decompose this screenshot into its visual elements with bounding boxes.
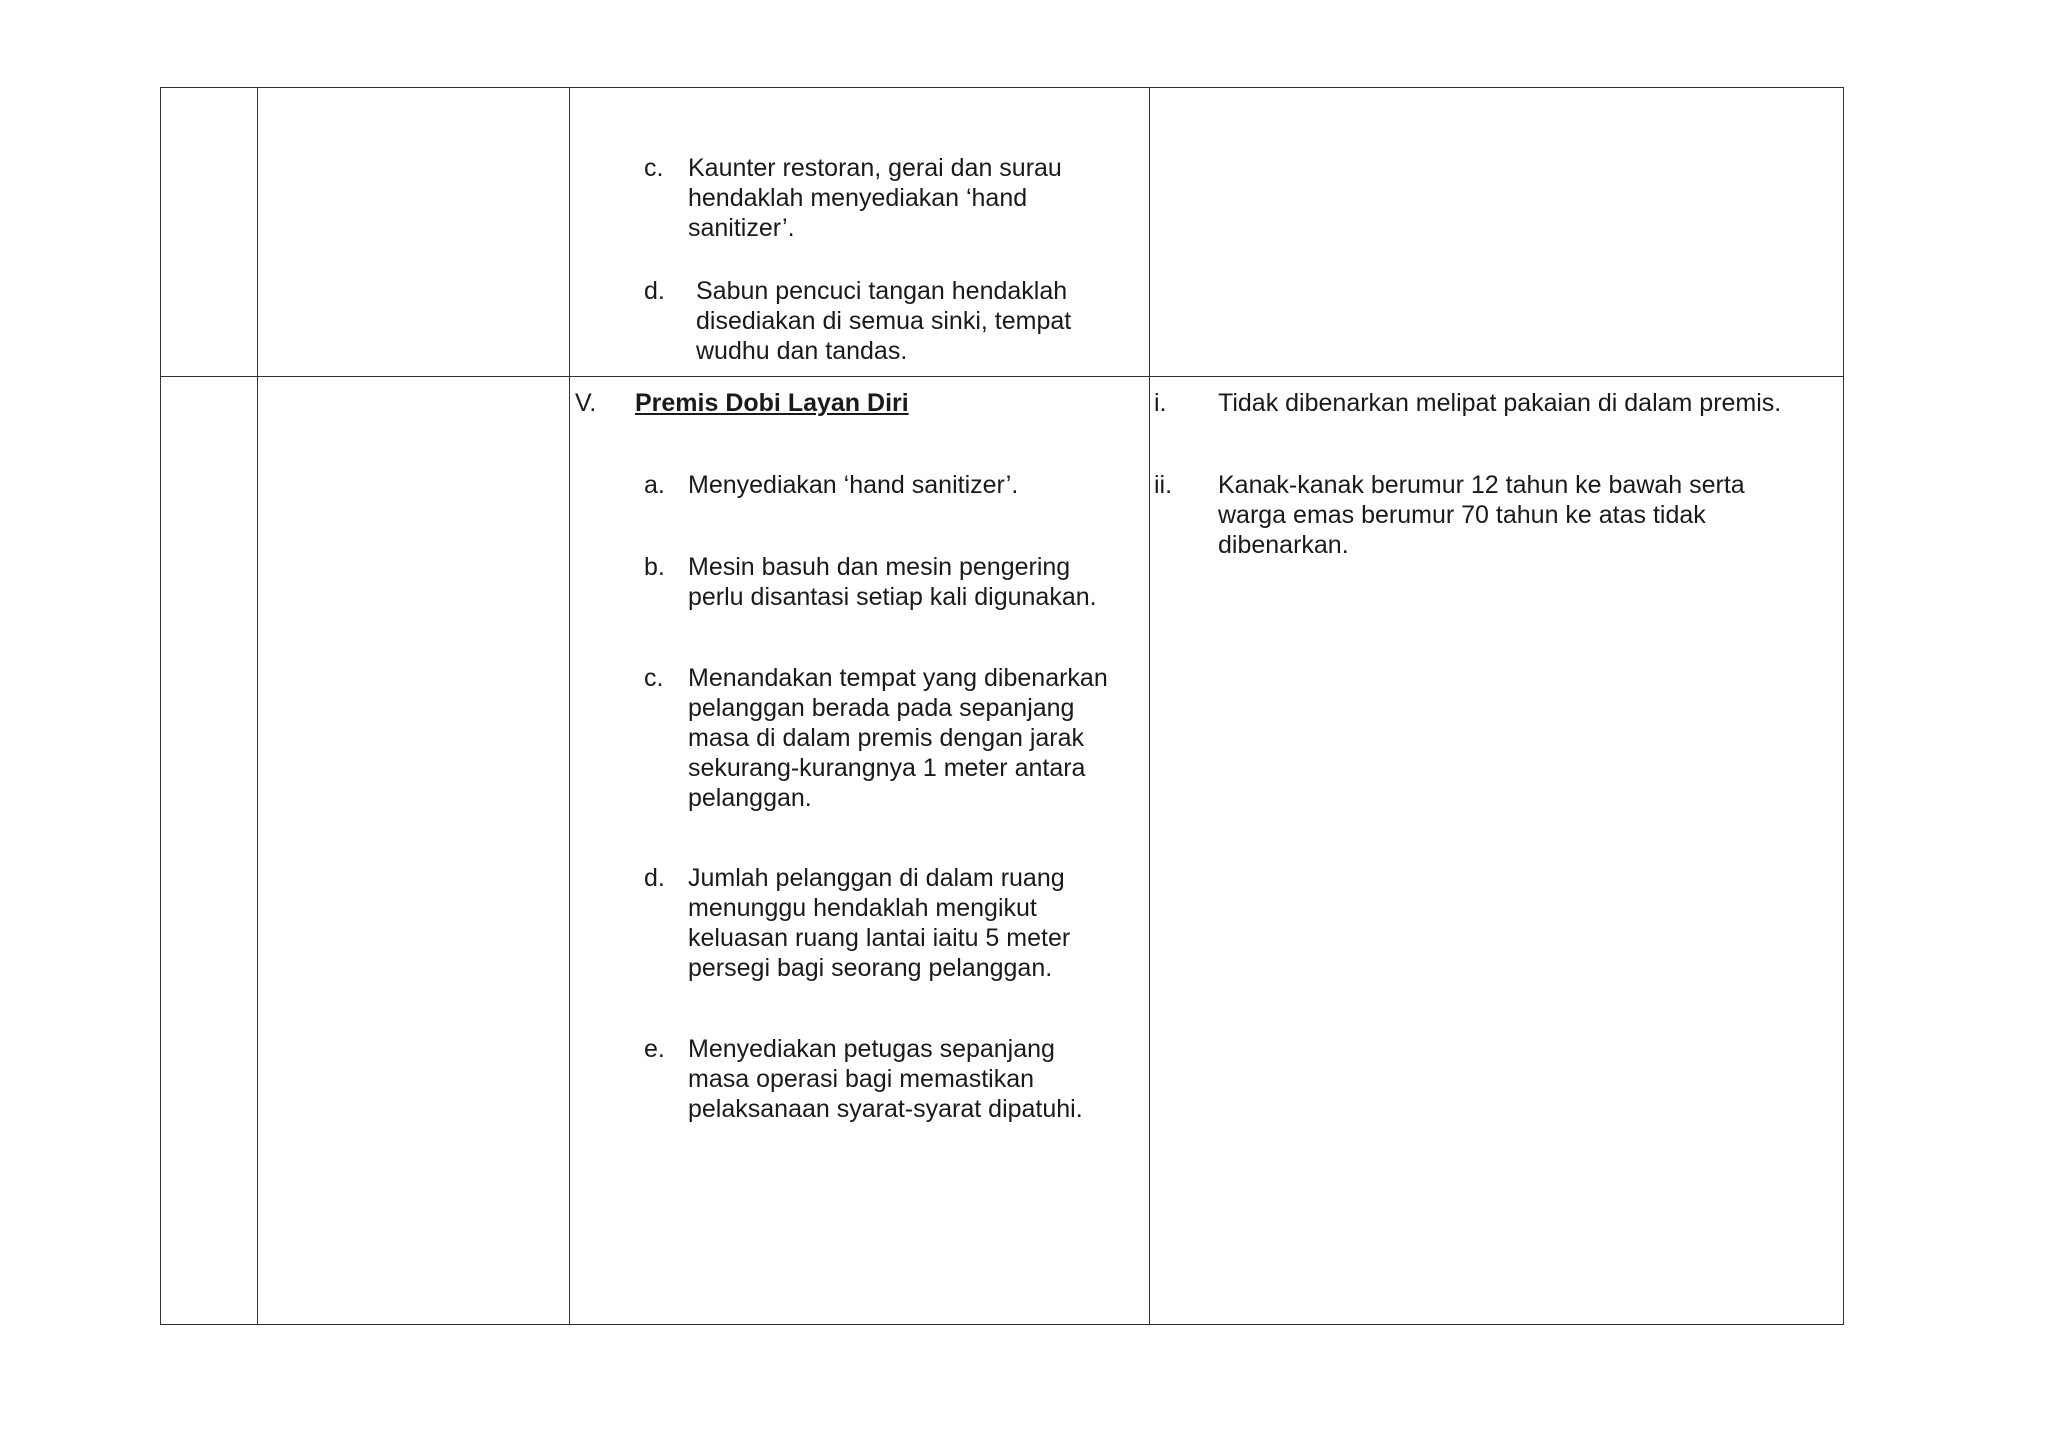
column-divider-1 [257, 87, 258, 1325]
list-item-row2-a [644, 470, 1128, 500]
list-marker: a. [644, 471, 665, 499]
restriction-item-i [1154, 388, 1818, 418]
list-text: Menandakan tempat yang dibenarkan pelanggan berada pada sepanjang masa di dalam premis dengan jarak sekurang-kurangnya 1 meter antara pelanggan. [688, 664, 1108, 812]
restriction-item-ii [1154, 470, 1778, 560]
list-text: Kaunter restoran, gerai dan surau hendaklah menyediakan ‘hand sanitizer’. [688, 154, 1062, 242]
list-marker: c. [644, 154, 664, 182]
list-marker: c. [644, 664, 664, 692]
column-divider-3 [1149, 87, 1150, 1325]
list-item-row2-b [644, 552, 1128, 612]
section-title: Premis Dobi Layan Diri [635, 389, 909, 417]
list-text: Sabun pencuci tangan hendaklah disediakan di semua sinki, tempat wudhu dan tandas. [696, 277, 1072, 365]
list-marker: d. [644, 864, 665, 892]
restriction-marker: ii. [1154, 471, 1173, 499]
list-item-row1-c [644, 153, 1108, 243]
list-marker: d. [644, 277, 665, 305]
restriction-text: Tidak dibenarkan melipat pakaian di dalam premis. [1218, 389, 1782, 417]
section-marker: V. [575, 389, 597, 417]
list-text: Menyediakan petugas sepanjang masa operasi bagi memastikan pelaksanaan syarat-syarat dipatuhi. [688, 1035, 1083, 1123]
restriction-text: Kanak-kanak berumur 12 tahun ke bawah serta warga emas berumur 70 tahun ke atas tidak dibenarkan. [1218, 471, 1745, 559]
list-item-row2-d [644, 863, 1108, 983]
list-marker: b. [644, 553, 665, 581]
column-divider-2 [569, 87, 570, 1325]
list-text: Menyediakan ‘hand sanitizer’. [688, 471, 1019, 499]
list-item-row1-d [644, 276, 1096, 366]
list-text: Mesin basuh dan mesin pengering perlu disantasi setiap kali digunakan. [688, 553, 1097, 611]
list-item-row2-e [644, 1034, 1108, 1124]
list-text: Jumlah pelanggan di dalam ruang menunggu hendaklah mengikut keluasan ruang lantai iaitu 5 meter persegi bagi seorang pelanggan. [688, 864, 1071, 982]
list-item-row2-c [644, 663, 1128, 813]
section-heading [575, 388, 909, 418]
list-marker: e. [644, 1035, 665, 1063]
restriction-marker: i. [1154, 389, 1167, 417]
row-divider [160, 376, 1844, 377]
